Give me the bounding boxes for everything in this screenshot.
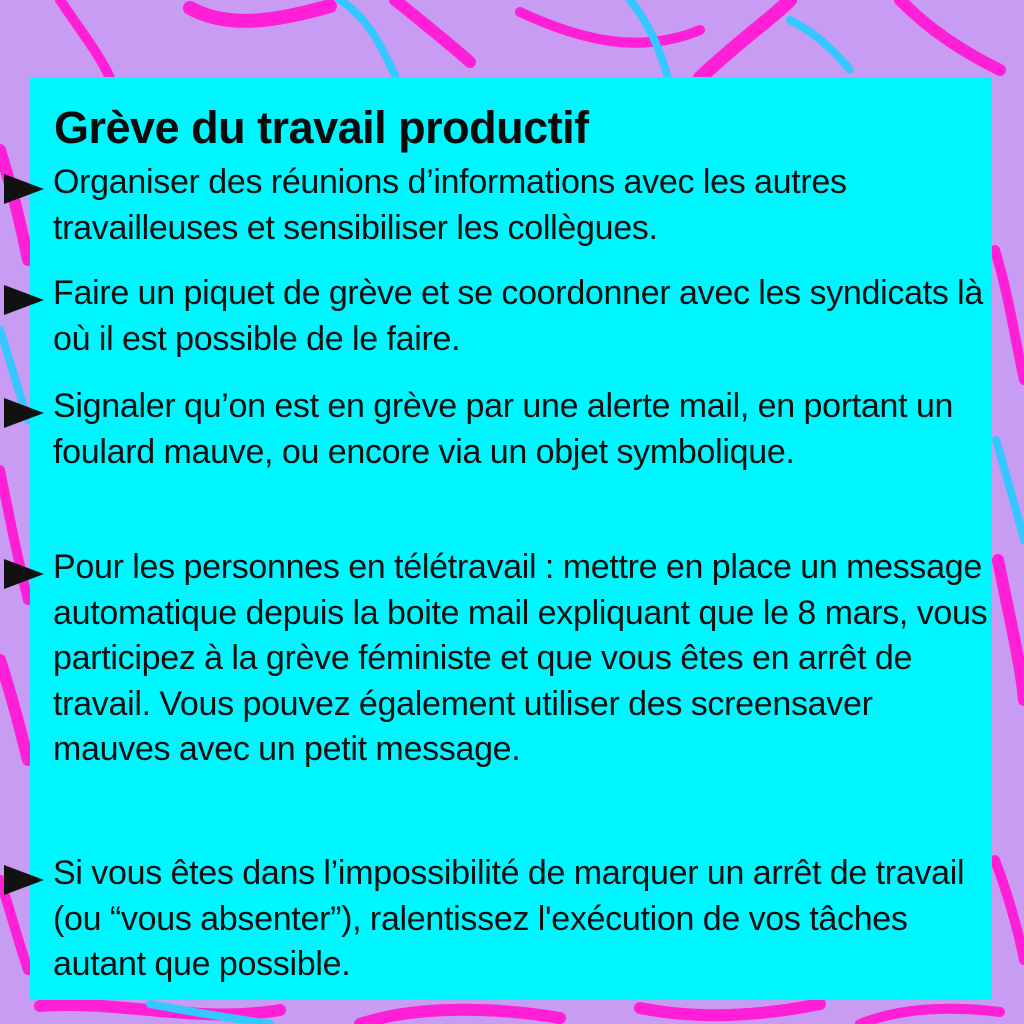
page-title: Grève du travail productif: [54, 102, 589, 153]
arrow-right-icon: [4, 285, 44, 315]
list-item-text: Faire un piquet de grève et se coordonner avec les syndicats là où il est possible de le faire.: [53, 274, 984, 358]
list-item-text: Organiser des réunions d’informations avec les autres travailleuses et sensibiliser les collègues.: [53, 163, 847, 247]
list-item-text: Pour les personnes en télétravail : mettre en place un message automatique depuis la boite mail expliquant que le 8 mars, vous participez à la grève féministe et que vous êtes en arrêt de travail. Vous pouvez également utiliser des screensaver mauves avec un petit message.: [53, 548, 988, 768]
list-item-text: Si vous êtes dans l’impossibilité de marquer un arrêt de travail (ou “vous absenter”), ralentissez l'exécution de vos tâches autant que possible.: [53, 854, 965, 983]
arrow-right-icon: [4, 559, 44, 589]
arrow-right-icon: [4, 865, 44, 895]
list-item-text: Signaler qu’on est en grève par une alerte mail, en portant un foulard mauve, ou encore via un objet symbolique.: [53, 387, 954, 471]
arrow-right-icon: [4, 398, 44, 428]
arrow-right-icon: [4, 174, 44, 204]
